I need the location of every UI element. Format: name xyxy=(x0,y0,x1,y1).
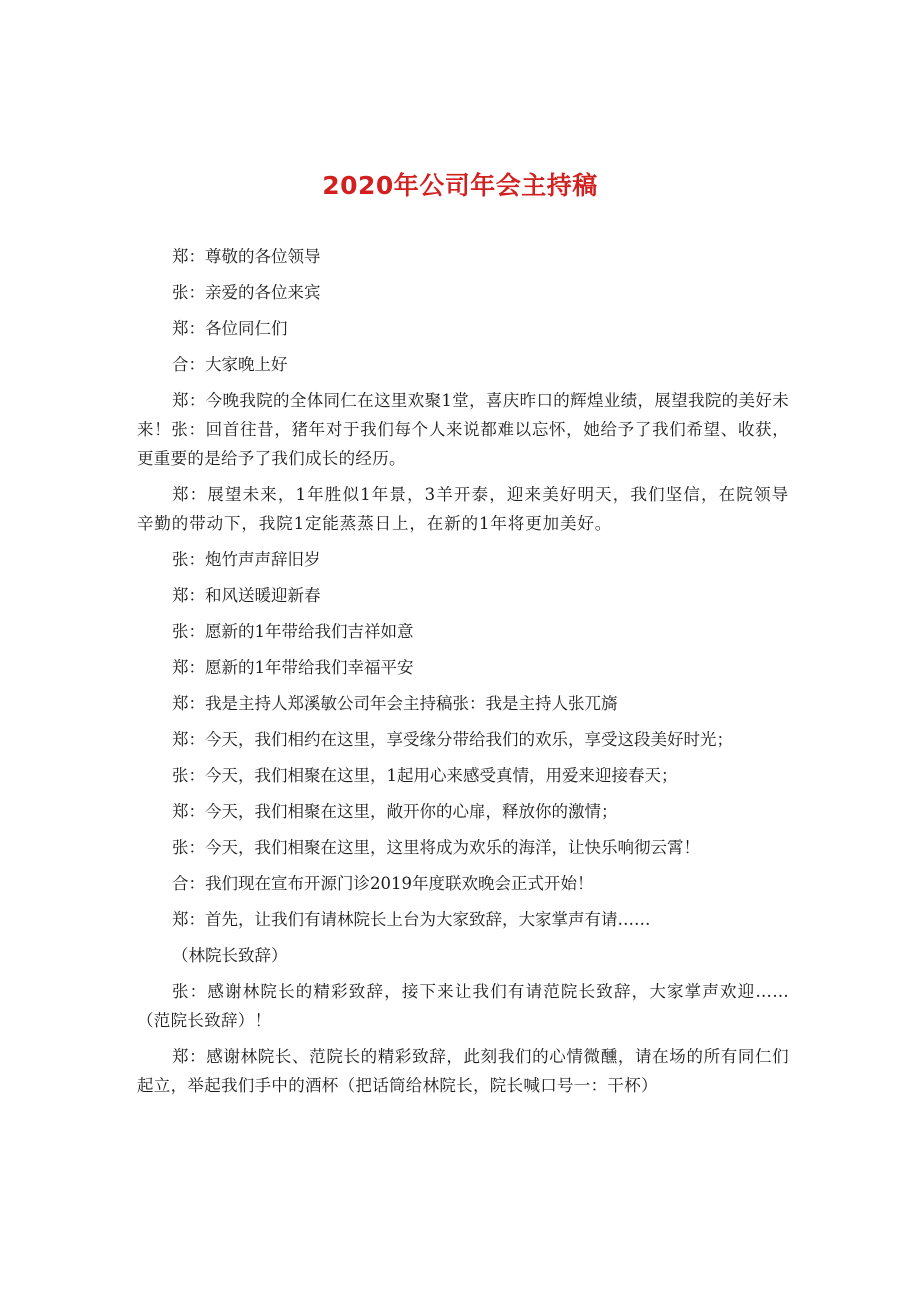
dialogue-line: 张：亲爱的各位来宾 xyxy=(172,283,321,302)
dialogue-line: 合：我们现在宣布开源门诊2019年度联欢晚会正式开始！ xyxy=(172,874,594,893)
dialogue-line: 郑：各位同仁们 xyxy=(172,319,288,338)
dialogue-line: 张：愿新的1年带给我们吉祥如意 xyxy=(172,622,414,641)
dialogue-paragraph: 郑：今晚我院的全体同仁在这里欢聚1堂，喜庆昨口的辉煌业绩，展望我院的美好未来！张：回首往昔，猪年对于我们每个人来说都难以忘怀，她给予了我们希望、收获，更重要的是给予了我们成长的经历。 xyxy=(137,391,789,468)
dialogue-line: 张：今天，我们相聚在这里，这里将成为欢乐的海洋，让快乐响彻云霄！ xyxy=(172,838,700,857)
stage-direction: （林院长致辞） xyxy=(172,946,288,965)
dialogue-line: 张：炮竹声声辞旧岁 xyxy=(172,550,321,569)
dialogue-line: 郑：今天，我们相约在这里，享受缘分带给我们的欢乐，享受这段美好时光； xyxy=(172,730,733,749)
dialogue-paragraph: 郑：感谢林院长、范院长的精彩致辞，此刻我们的心情微醺，请在场的所有同仁们起立，举起我们手中的酒杯（把话筒给林院长，院长喊口号一：干杯） xyxy=(137,1047,789,1095)
dialogue-line: 合：大家晚上好 xyxy=(172,355,288,374)
dialogue-line: 张：今天，我们相聚在这里，1起用心来感受真情，用爱来迎接春天； xyxy=(172,766,678,785)
document-body xyxy=(137,242,789,1107)
dialogue-line: 郑：首先，让我们有请林院长上台为大家致辞，大家掌声有请…… xyxy=(172,910,651,929)
dialogue-paragraph: 郑：展望未来，1年胜似1年景，3羊开泰，迎来美好明天，我们坚信，在院领导辛勤的带动下，我院1定能蒸蒸日上，在新的1年将更加美好。 xyxy=(137,485,789,533)
document-title: 2020年公司年会主持稿 xyxy=(322,171,598,200)
dialogue-line: 郑：尊敬的各位领导 xyxy=(172,247,321,266)
dialogue-line: 郑：我是主持人郑溪敏公司年会主持稿张：我是主持人张兀旖 xyxy=(172,694,618,713)
dialogue-line: 郑：和风送暖迎新春 xyxy=(172,586,321,605)
dialogue-paragraph: 张：感谢林院长的精彩致辞，接下来让我们有请范院长致辞，大家掌声欢迎……（范院长致辞）！ xyxy=(137,982,789,1030)
dialogue-line: 郑：今天，我们相聚在这里，敞开你的心扉，释放你的激情； xyxy=(172,802,618,821)
dialogue-line: 郑：愿新的1年带给我们幸福平安 xyxy=(172,658,414,677)
